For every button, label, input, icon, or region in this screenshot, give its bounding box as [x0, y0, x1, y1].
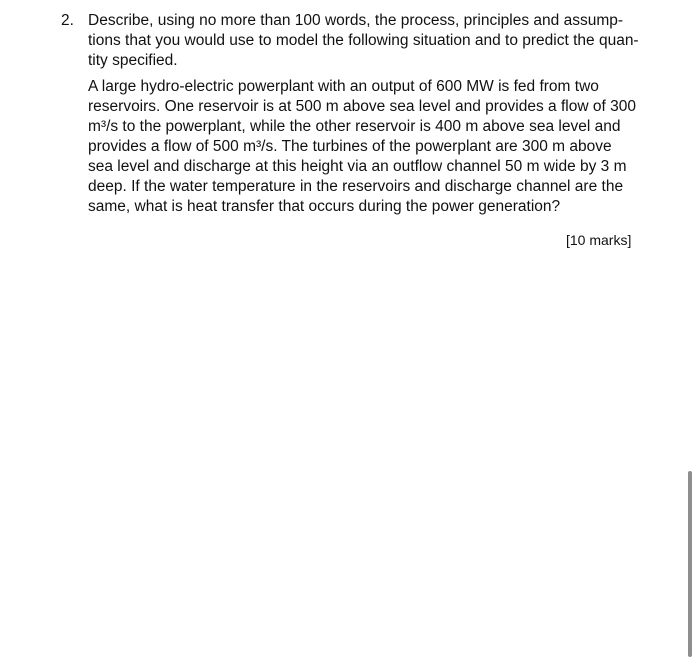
question-number: 2.: [61, 12, 74, 29]
scenario-line: A large hydro-electric powerplant with an output of 600 MW is fed from two: [88, 78, 599, 95]
vertical-scrollbar[interactable]: [688, 471, 692, 657]
scenario-line: reservoirs. One reservoir is at 500 m above sea level and provides a flow of 300: [88, 98, 636, 115]
intro-line: tity specified.: [88, 52, 178, 69]
marks-label: [10 marks]: [566, 232, 632, 248]
question-scenario: [88, 77, 648, 217]
question-body: [88, 11, 648, 217]
intro-line: Describe, using no more than 100 words, the process, principles and assump-: [88, 12, 624, 29]
question-intro: [88, 11, 648, 71]
scenario-line: deep. If the water temperature in the reservoirs and discharge channel are the: [88, 178, 624, 195]
intro-line: tions that you would use to model the following situation and to predict the quan-: [88, 32, 639, 49]
scenario-line: provides a flow of 500 m³/s. The turbines of the powerplant are 300 m above: [88, 138, 612, 155]
scenario-line: same, what is heat transfer that occurs during the power generation?: [88, 198, 561, 215]
scenario-line: m³/s to the powerplant, while the other reservoir is 400 m above sea level and: [88, 118, 621, 135]
scenario-line: sea level and discharge at this height via an outflow channel 50 m wide by 3 m: [88, 158, 627, 175]
